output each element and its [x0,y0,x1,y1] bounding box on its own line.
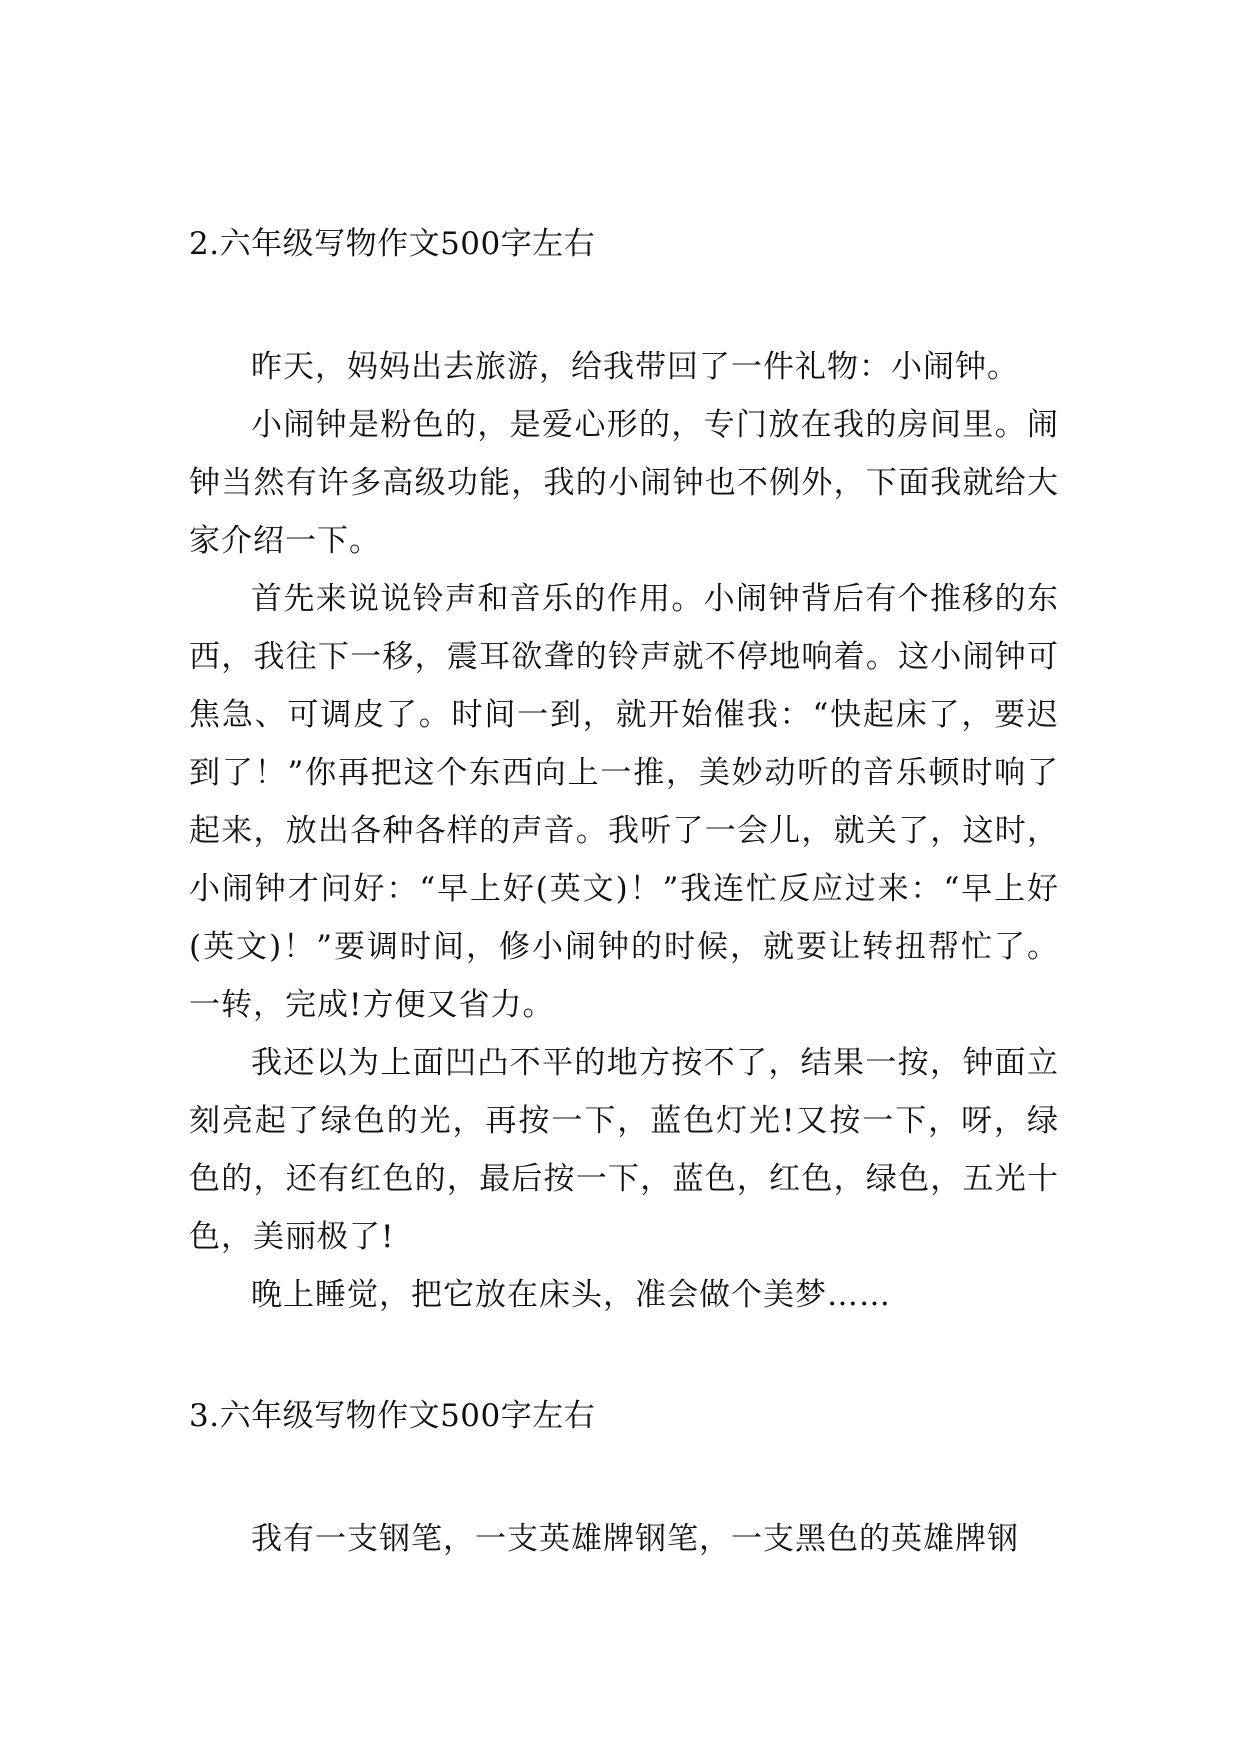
paragraph: 首先来说说铃声和音乐的作用。小闹钟背后有个推移的东西，我往下一移，震耳欲聋的铃声就不停地响着。这小闹钟可焦急、可调皮了。时间一到，就开始催我：“快起床了，要迟到了！”你再把这个东西向上一推，美妙动听的音乐顿时响了起来，放出各种各样的声音。我听了一会儿，就关了，这时，小闹钟才问好：“早上好(英文)！”我连忙反应过来：“早上好(英文)！”要调时间，修小闹钟的时候，就要让转扭帮忙了。一转，完成!方便又省力。 [189,581,1059,1023]
essay-body [189,1510,1059,1568]
paragraph: 我还以为上面凹凸不平的地方按不了，结果一按，钟面立刻亮起了绿色的光，再按一下，蓝色灯光!又按一下，呀，绿色的，还有红色的，最后按一下，蓝色，红色，绿色，五光十色，美丽极了! [189,1045,1059,1255]
paragraph: 晚上睡觉，把它放在床头，准会做个美梦…… [251,1277,891,1313]
essay-body [189,338,1059,1324]
section-title: 2.六年级写物作文500字左右 [189,226,596,262]
section-title: 3.六年级写物作文500字左右 [189,1398,596,1434]
document-page [189,0,1059,1754]
paragraph: 昨天，妈妈出去旅游，给我带回了一件礼物：小闹钟。 [251,349,1019,385]
paragraph: 小闹钟是粉色的，是爱心形的，专门放在我的房间里。闹钟当然有许多高级功能，我的小闹钟也不例外，下面我就给大家介绍一下。 [189,407,1059,559]
paragraph: 我有一支钢笔，一支英雄牌钢笔，一支黑色的英雄牌钢 [251,1521,1019,1557]
